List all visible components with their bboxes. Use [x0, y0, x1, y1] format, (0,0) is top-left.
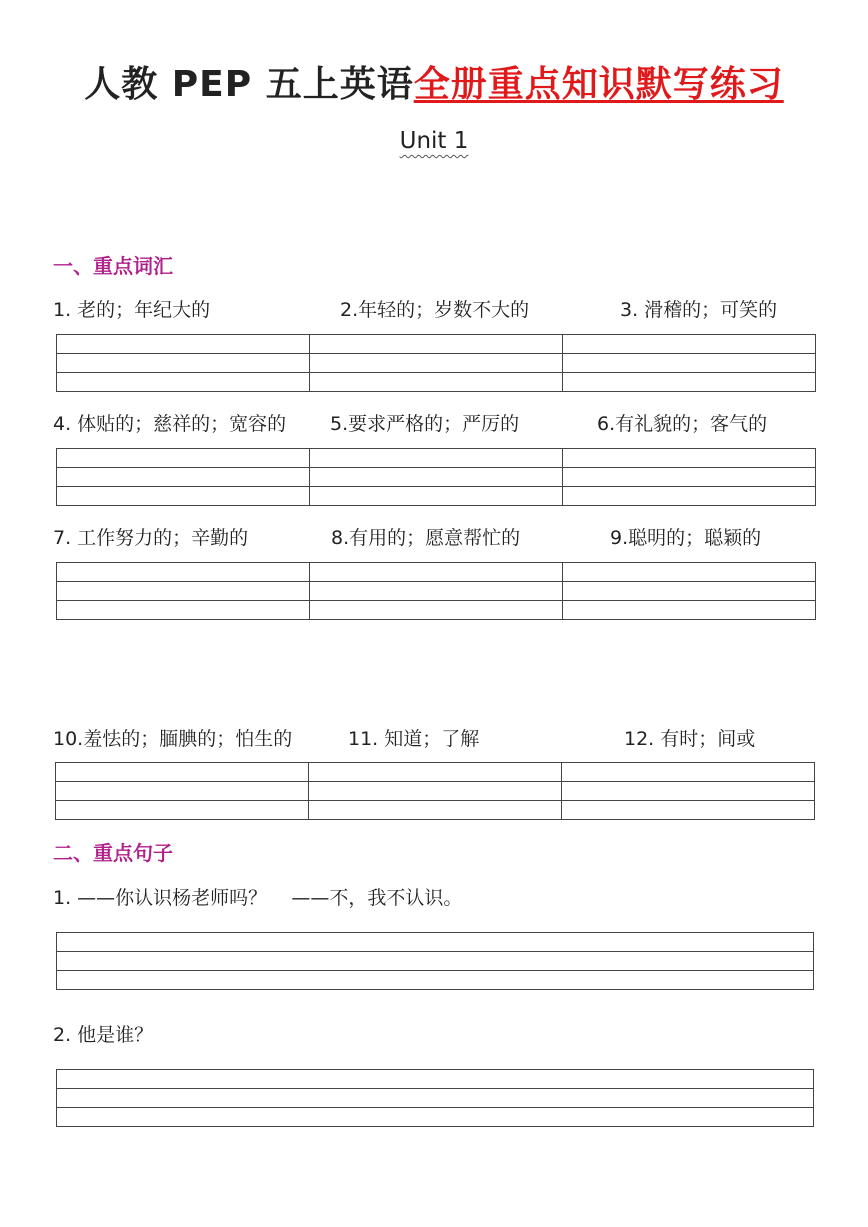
answer-grid — [56, 448, 816, 506]
vocab-item: 12. 有时；间或 — [624, 728, 756, 750]
title-red: 全册重点知识默写练习 — [413, 64, 784, 105]
answer-cell[interactable] — [563, 335, 816, 354]
answer-cell[interactable] — [563, 601, 816, 620]
answer-cell[interactable] — [310, 468, 563, 487]
vocab-item: 10.羞怯的；腼腆的；怕生的 — [53, 728, 293, 750]
answer-cell[interactable] — [310, 487, 563, 506]
answer-cell[interactable] — [310, 563, 563, 582]
section-sentence-heading: 二、重点句子 — [53, 841, 173, 865]
answer-cell[interactable] — [57, 933, 814, 952]
vocab-item: 2.年轻的；岁数不大的 — [340, 299, 530, 321]
answer-cell[interactable] — [563, 449, 816, 468]
answer-cell[interactable] — [563, 563, 816, 582]
answer-cell[interactable] — [562, 782, 815, 801]
vocab-item: 1. 老的；年纪大的 — [53, 299, 211, 321]
vocab-item: 5.要求严格的；严厉的 — [330, 413, 520, 435]
answer-cell[interactable] — [57, 449, 310, 468]
answer-cell[interactable] — [57, 952, 814, 971]
answer-cell[interactable] — [57, 601, 310, 620]
answer-cell[interactable] — [57, 373, 310, 392]
answer-cell[interactable] — [57, 563, 310, 582]
answer-cell[interactable] — [57, 468, 310, 487]
answer-cell[interactable] — [563, 354, 816, 373]
answer-cell[interactable] — [57, 971, 814, 990]
answer-cell[interactable] — [562, 763, 815, 782]
answer-cell[interactable] — [310, 354, 563, 373]
answer-cell[interactable] — [310, 373, 563, 392]
answer-cell[interactable] — [57, 335, 310, 354]
answer-cell[interactable] — [57, 1108, 814, 1127]
vocab-item: 7. 工作努力的；辛勤的 — [53, 527, 249, 549]
sentence-answer-grid — [56, 1069, 814, 1127]
answer-cell[interactable] — [309, 801, 562, 820]
answer-cell[interactable] — [57, 354, 310, 373]
answer-cell[interactable] — [563, 487, 816, 506]
answer-cell[interactable] — [310, 335, 563, 354]
sentence-item: 1. ——你认识杨老师吗？ ——不，我不认识。 — [53, 887, 463, 909]
answer-cell[interactable] — [57, 1089, 814, 1108]
page-title — [0, 56, 868, 107]
answer-cell[interactable] — [309, 763, 562, 782]
answer-cell[interactable] — [56, 782, 309, 801]
answer-cell[interactable] — [562, 801, 815, 820]
answer-cell[interactable] — [563, 582, 816, 601]
title-black: 人教 PEP 五上英语 — [84, 64, 414, 105]
vocab-item: 9.聪明的；聪颖的 — [610, 527, 762, 549]
vocab-item: 8.有用的；愿意帮忙的 — [331, 527, 521, 549]
unit-label: Unit 1 — [399, 128, 469, 154]
answer-cell[interactable] — [310, 449, 563, 468]
sentence-answer-grid — [56, 932, 814, 990]
answer-grid — [55, 762, 815, 820]
vocab-item: 3. 滑稽的；可笑的 — [620, 299, 778, 321]
answer-cell[interactable] — [56, 763, 309, 782]
answer-cell[interactable] — [310, 601, 563, 620]
answer-cell[interactable] — [563, 468, 816, 487]
section-vocab-heading: 一、重点词汇 — [53, 254, 173, 278]
vocab-item: 6.有礼貌的；客气的 — [597, 413, 768, 435]
answer-cell[interactable] — [57, 582, 310, 601]
answer-grid — [56, 562, 816, 620]
answer-grid — [56, 334, 816, 392]
answer-cell[interactable] — [57, 487, 310, 506]
sentence-item: 2. 他是谁？ — [53, 1024, 154, 1046]
answer-cell[interactable] — [310, 582, 563, 601]
answer-cell[interactable] — [563, 373, 816, 392]
answer-cell[interactable] — [56, 801, 309, 820]
answer-cell[interactable] — [309, 782, 562, 801]
vocab-item: 11. 知道；了解 — [348, 728, 480, 750]
vocab-item: 4. 体贴的；慈祥的；宽容的 — [53, 413, 287, 435]
answer-cell[interactable] — [57, 1070, 814, 1089]
